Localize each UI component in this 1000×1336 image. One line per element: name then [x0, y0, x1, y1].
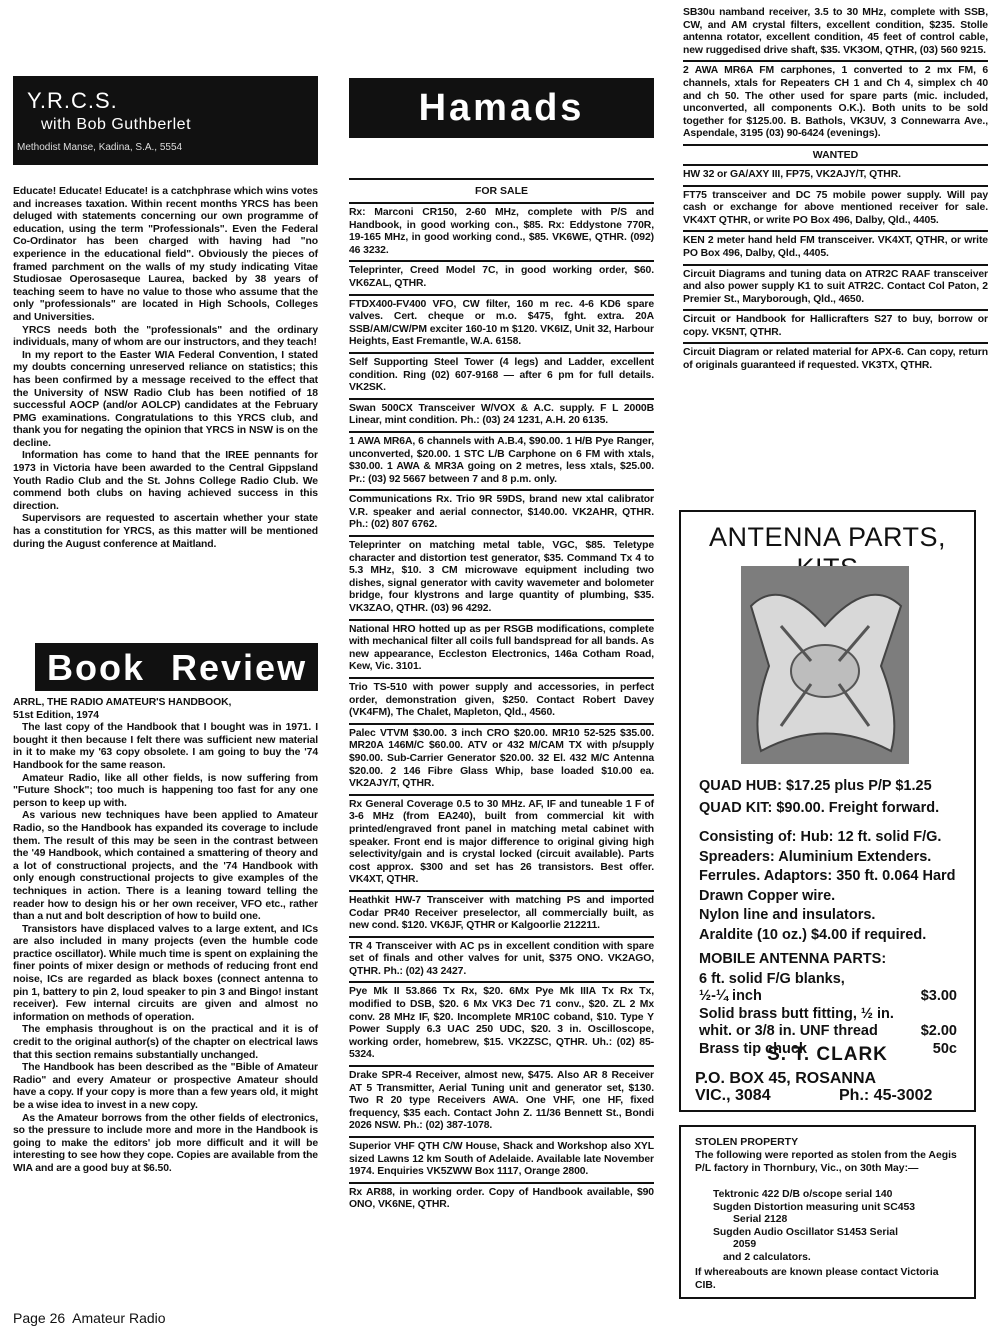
part-item: whit. or 3/8 in. UNF thread [699, 1023, 878, 1040]
part-price: 50c [932, 1040, 957, 1057]
quad-hub-image [741, 566, 909, 764]
stolen-item: Tektronic 422 D/B o/scope serial 140 [713, 1189, 893, 1200]
stolen-item: Sugden Distortion measuring unit SC453 [713, 1201, 916, 1213]
kit-line: Drawn Copper wire. [699, 887, 836, 904]
stolen-item: Serial 2128 [733, 1214, 788, 1226]
ad-item: 2 AWA MR6A FM carphones, 1 converted to 2 mx FM, 6 channels, xtals for Repeaters CH 1 and Ch 4, simplex ch 40 and ch 50. The other used for spare parts (mic. included, unconverted, all components O.K.). Both units to be sold together for $125.00. B. Bathols, VK3UV, 3 Connewarra Ave., Aspendale, 3195 (03) 90-6424 (evenings). [683, 65, 988, 140]
page-footer: Page 26 Amateur Radio [13, 1310, 166, 1326]
seller-name: S. T. CLARK [767, 1044, 888, 1065]
for-sale-heading: FOR SALE [474, 185, 529, 197]
wanted-item: Circuit or Handbook for Hallicrafters S27 to buy, borrow or copy. VK5NT, QTHR. [683, 314, 988, 338]
book-subtitle: ARRL, THE RADIO AMATEUR'S HANDBOOK, [13, 697, 232, 708]
book-paragraph: Transistors have displaced valves to a large extent, and ICs are also included in many projects (even the humble code practice oscillator). While much time is spent on explaining the finer points of mixer design or methods of reducing front end noise, ICs are regarded as black boxes (connect antenna to pin 1, battery to pin 2, loud speaker to pin 3 and Bingo! instant receiver). Few internal circuits are given and almost no information on methods of operation. [13, 923, 318, 1023]
ad-item: SB30u namband receiver, 3.5 to 30 MHz, complete with SSB, CW, and AM crystal filters, excellent condition, $235. Stolle antenna rotator, excellent condition, 45 feet of control cable, new ruggedised drive shaft, $35. VK3OM, QTHR, (03) 560 9215. [683, 7, 988, 56]
ad-item: Drake SPR-4 Receiver, almost new, $475. Also AR 8 Receiver AT 5 Transmitter, Aerial Tuning unit and generator set, $130. Two R 20 type Receivers AWA. One VHF, one HF, fixed frequency, $35 each. Contact John Z. 11/36 Bennett St., Bondi 2026 NSW. Ph.: (02) 387-1078. [349, 1070, 654, 1132]
quad-kit-line [699, 800, 939, 816]
book-edition: 51st Edition, 1974 [13, 709, 99, 721]
yrcs-paragraph: Educate! Educate! Educate! is a catchphrase which wins votes and increases taxation. Within recent months YRCS has been deluged with statements concerning our own programme of education, using the term "Professionals". Even the Federal Co-Ordinator has been charged with having had "no experience in the educational field". Obviously the pieces of framed parchment on the walls of my study indicating Vitae Studiosae Operosaseque Laurea, backed by 38 years of teaching seem to have no value to those who assume that the only "professionals" are located in High Schools, Colleges and Universities. [13, 186, 318, 323]
part-row [699, 971, 957, 988]
antenna-title: ANTENNA PARTS, [708, 522, 947, 552]
ad-item: Swan 500CX Transceiver W/VOX & A.C. supply. F L 2000B Linear, mint condition. Ph.: (03) 24 1231, A.H. 20 6135. [349, 402, 654, 427]
stolen-outro: If whereabouts are known please contact Victoria CIB. [695, 1267, 939, 1291]
hamads-list [349, 176, 654, 1213]
ad-item: Rx: Marconi CR150, 2-60 MHz, complete with P/S and Handbook, in good working con., $85. Rx: Eddystone 770R, 19-165 MHz, in good working cond., $85. VK6WE, QTHR. (092) 46 3232. [349, 207, 654, 256]
seller-box: P.O. BOX 45, ROSANNA [695, 1070, 877, 1087]
seller-state: VIC., 3084 [695, 1087, 771, 1104]
stolen-items [713, 1189, 915, 1265]
kit-line: Spreaders: Aluminium Extenders. [699, 848, 932, 865]
part-item: Brass tip chuck [699, 1040, 807, 1057]
yrcs-byline: with Bob Guthberlet [41, 116, 192, 133]
quad-hub-photo [741, 566, 909, 764]
ad-item: FTDX400-FV400 VFO, CW filter, 160 m rec. 4-6 KD6 spare valves. Cert. cheque or m.o. $475, fght. extra. 20A SSB/AM/CW/PM exciter 160-10 m $120. VK6IZ, Unit 32, Harbour Heights, East Fremantle, W.A. 6158. [349, 298, 654, 348]
quad-hub-price: QUAD HUB: $17.25 plus P/P $1.25 [699, 778, 932, 794]
quad-kit-value: $90.00. Freight forward. [776, 800, 940, 816]
hamads-header [349, 78, 654, 138]
part-item: ½-¼ inch [699, 988, 762, 1005]
stolen-intro: The following were reported as stolen from the Aegis P/L factory in Thornbury, Vic., on 30th May:— [695, 1150, 957, 1174]
ad-item: Palec VTVM $30.00. 3 inch CRO $20.00. MR10 52-525 $35.00. MR20A 146M/C $60.00. ATV or 432 M/CAM TX with p/supply $90.00. Sub-Carrier Generator $20.00. 32 El. 432 M/C Antenna $20.00. 2 146 Fibre Glass Whip, base loaded $10.00 ea. VK2AJY/T, QTHR. [349, 727, 654, 790]
ad-item: Teleprinter on matching metal table, VGC, $85. Teletype character and distortion test generator, $35. Command Tx 4 to 5.3 MHz, $10. 3 CM microwave equipment including two dishes, signal generator with cavity wavemeter and bolometer bridge, four klystrons and large quantity of plumbing, $35. VK3ZAO, QTHR. (03) 96 4292. [349, 540, 654, 615]
stolen-item: Sugden Audio Oscillator S1453 Serial [713, 1226, 898, 1238]
stolen-property-box [679, 1125, 976, 1299]
wanted-item: KEN 2 meter hand held FM transceiver. VK4XT, QTHR, or write PO Box 496, Dalby, Qld., 4405. [683, 235, 988, 259]
mobile-heading: MOBILE ANTENNA PARTS: [699, 951, 887, 967]
ad-item: National HRO hotted up as per RSGB modifications, complete with mechanical filter all coils full bandspread for all bands. As new appearance, Eccleston Electronics, 146a Cotham Road, Kew, Vic. 3101. [349, 623, 654, 673]
part-row [699, 1023, 957, 1040]
yrcs-paragraph: In my report to the Easter WIA Federal Convention, I stated my doubts concerning unreserved reliance on statistics; this has been confirmed by a message received to the effect that the University of NSW Radio Club has been notified of 18 successful AOCP (and/or AOLCP) candidates at the February PMG examinations. Congratulations to this YRCS club, and thank you for negating the opinion that YRCS in NSW is on the decline. [13, 349, 318, 449]
ad-item: Pye Mk II 53.866 Tx Rx, $20. 6Mx Pye Mk IIIA Tx Rx Tx, modified to DSB, $20. 6 Mx VK3 Dec 71 conv., $20. ZL 2 Mx conv. 28 MHz IF, $20. Incomplete MR10C coband, $10. Type Y Power Supply 6.3 UAC 250 UDC, $20. 3 in. Oscilloscope, working order, homebrew, $15. VK2ZSC, QTHR. Uh.: (02) 85-5324. [349, 986, 654, 1061]
stolen-item: and 2 calculators. [723, 1251, 811, 1263]
yrcs-address: Methodist Manse, Kadina, S.A., 5554 [17, 142, 183, 153]
hamads-title: Hamads [418, 87, 585, 129]
yrcs-paragraph: Information has come to hand that the IREE pennants for 1973 in Victoria have been awarded to the Central Gippsland Youth Radio Club and the St. Johns College Radio Club. We commend both clubs on having achieved success in this direction. [13, 450, 318, 512]
yrcs-paragraph: Supervisors are requested to ascertain whether your state has a constitution for YRCS, as this matter will be mentioned during the August conference at Maitland. [13, 513, 318, 550]
book-review-header [35, 643, 318, 691]
ad-item: Rx General Coverage 0.5 to 30 MHz. AF, IF and tuneable 1 F of 3-6 MHz (from EA240), built from commercial kit with printed/engraved front panel in matching metal cabinet with speaker. Front end is major difference to original giving high selectivity/gain and is crystal locked (circuit available). Parts cost approx. $300 and set has 26 transistors. Best offer. VK4XT, QTHR. [349, 798, 654, 886]
book-review-body [13, 697, 318, 1176]
ad-item: Communications Rx. Trio 9R 59DS, brand new xtal calibrator V.R. speaker and aerial connector, $140.00. VK2AHR, QTHR. Ph.: (02) 807 6762. [349, 494, 654, 531]
book-paragraph: The Handbook has been described as the "Bible of Amateur Radio" and every Amateur or prospective Amateur should have a copy. If your copy is more than a few years old, it might be a wise idea to invest in a new copy. [13, 1062, 318, 1111]
part-item: Solid brass butt fitting, ½ in. [699, 1005, 894, 1022]
book-paragraph: As the Amateur borrows from the other fields of electronics, so the pressure to include more and more in the Handbook is going to make the editors' job more difficult and it will be interesting to see how they cope. Copies are available from the WIA and are a good buy at $6.50. [13, 1112, 318, 1174]
wanted-item: HW 32 or GA/AXY III, FP75, VK2AJY/T, QTHR. [683, 168, 901, 180]
part-price: $2.00 [920, 1023, 957, 1040]
yrcs-title: Y.R.C.S. [27, 88, 118, 113]
kit-line: Nylon line and insulators. [699, 907, 876, 924]
book-paragraph: The emphasis throughout is on the practical and it is of credit to the original author(s) of the chapter on electrical laws that this section remains substantially unchanged. [13, 1024, 318, 1061]
yrcs-paragraph: YRCS needs both the "professionals" and the ordinary individuals, many of whom are our instructors, and they teach! [13, 324, 318, 349]
ad-item: Rx AR88, in working order. Copy of Handbook available, $90 ONO, VK6NE, QTHR. [349, 1186, 654, 1211]
book-paragraph: As various new techniques have been applied to Amateur Radio, so the Handbook has expanded its coverage to include them. The result of this may be seen in the contrast between the '49 Handbook, which contained a smattering of theory and a lot of constructional projects, and the '74 Handbook with only enough constructional projects to give examples of the techniques in action. There is a leaning toward telling the reader how to design his or her own receiver, VFO etc., rather than a nut and bolt description of how to build one. [13, 810, 318, 923]
wanted-item: Circuit Diagrams and tuning data on ATR2C RAAF transceiver and also power supply K1 to suit ATR2C. Contact Col Paton, 2 Premier St., Maryborough, Qld., 4650. [683, 268, 988, 305]
wanted-item: FT75 transceiver and DC 75 mobile power supply. Will pay cash or exchange for above mentioned receiver for sale. VK4XT QTHR, or write PO Box 496, Dalby, Qld., 4405. [683, 189, 988, 226]
quad-kit-label: QUAD KIT: [699, 800, 773, 816]
book-review-title: Book Review [47, 647, 308, 688]
ad-item: Superior VHF QTH C/W House, Shack and Workshop also XYL sized Lawns 12 km South of Adelaide. Available late November 1974. Enquiries VK5ZWW Box 1117, Orange 2800. [349, 1141, 654, 1178]
ad-item: Trio TS-510 with power supply and accessories, in perfect order, demonstration given, $250. Contact Robert Davey (VK4FM), The Chalet, Mapleton, Qld., 4560. [349, 682, 654, 719]
stolen-item: 2059 [733, 1239, 757, 1251]
part-row [699, 988, 957, 1005]
ad-item: Heathkit HW-7 Transceiver with matching PS and imported Codar PR40 Receiver preselector, all commercially built, as new cond. $120. VK6JF, QTHR or Kalgoorlie 212211. [349, 894, 654, 932]
yrcs-header [13, 76, 318, 165]
part-row [699, 1006, 957, 1023]
hamads-continued [683, 6, 988, 374]
book-paragraph: The last copy of the Handbook that I bought was in 1971. I bought it then because I felt there was sufficient new material in it to make my '63 copy obsolete. I am going to buy the '74 Handbook for the same reason. [13, 722, 318, 771]
stolen-title: STOLEN PROPERTY [695, 1136, 799, 1148]
part-price: $3.00 [920, 988, 957, 1005]
yrcs-body [13, 186, 318, 551]
kit-line: Araldite (10 oz.) $4.00 if required. [699, 926, 927, 943]
kit-contents [699, 828, 956, 946]
ad-item: Teleprinter, Creed Model 7C, in good working order, $60. VK6ZAL, QTHR. [349, 265, 654, 289]
ad-item: 1 AWA MR6A, 6 channels with A.B.4, $90.00. 1 H/B Pye Ranger, unconverted, $20.00. 1 STC L/B Carphone on 6 FM with xtals, $30.00. 1 AWA & MR3A going on 2 metres, less xtals, $25.00. Pr.: (03) 92 5667 between 7 and 8 p.m. only. [349, 435, 654, 485]
kit-line: Consisting of: Hub: 12 ft. solid F/G. [699, 829, 942, 845]
kit-line: Ferrules. Adaptors: 350 ft. 0.064 Hard [699, 868, 956, 885]
wanted-heading: WANTED [812, 148, 859, 161]
divider [349, 178, 654, 180]
antenna-advert [679, 510, 976, 1112]
ad-item: Self Supporting Steel Tower (4 legs) and Ladder, excellent condition. Ring (02) 607-9168 — after 6 pm for full details. VK2SK. [349, 356, 654, 394]
wanted-item: Circuit Diagram or related material for APX-6. Can copy, return of originals guaranteed if requested. VK3TX, QTHR. [683, 347, 988, 372]
book-paragraph: Amateur Radio, like all other fields, is now suffering from "Future Shock"; too much is happening too fast for any one person to keep up with. [13, 772, 318, 809]
part-item: 6 ft. solid F/G blanks, [699, 971, 845, 987]
seller-phone: Ph.: 45-3002 [839, 1087, 933, 1104]
ad-item: TR 4 Transceiver with AC ps in excellent condition with spare set of finals and other valves for unit, $375 ONO. VK2AGO, QTHR. Ph.: (02) 43 2427. [349, 940, 654, 977]
